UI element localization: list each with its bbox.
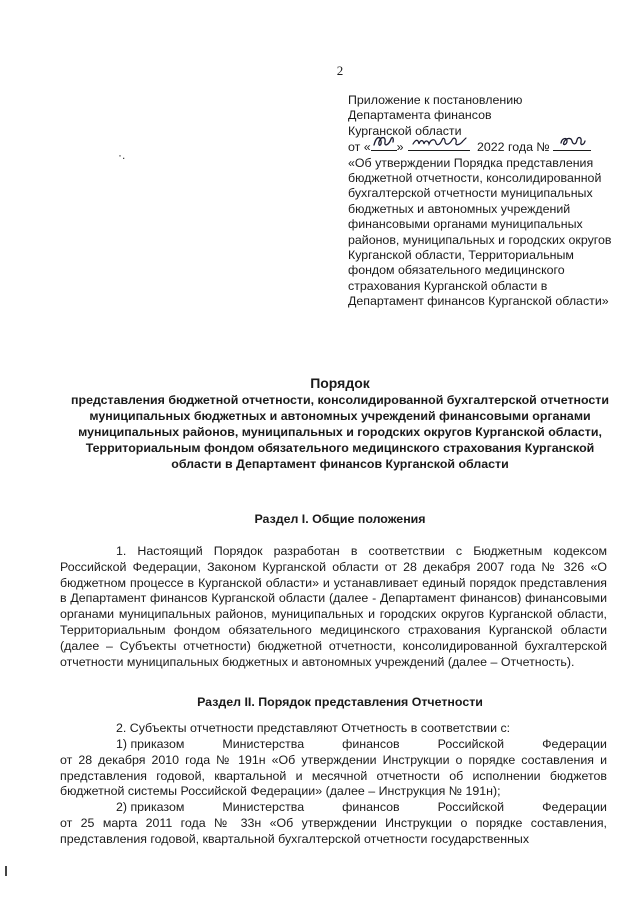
number-blank: [553, 139, 591, 151]
section-2-paragraph: 2. Субъекты отчетности представляют Отчетность в соответствии с:: [116, 721, 511, 735]
list-item: [60, 800, 607, 847]
appendix-line: Департамента финансов: [348, 108, 492, 123]
list-item-word: Министерства: [222, 737, 305, 751]
list-item-body: от 28 декабря 2010 года № 191н «Об утверждении Инструкции о порядке составления и представления годовой, квартальной и месячной отчетности об исполнении бюджетов бюджетной системы Российской Федерации» (далее – Инструкция № 191н);: [60, 752, 607, 799]
date-prefix: от «: [348, 140, 371, 155]
list-item-word: Российской: [437, 800, 505, 814]
list-item-head: [60, 737, 607, 753]
list-item-word: Российской: [437, 737, 505, 751]
list-item-word: Федерации: [542, 737, 607, 751]
appendix-line: Приложение к постановлению: [348, 93, 523, 107]
year-text: 2022 года №: [477, 140, 550, 155]
scan-edge-mark: [5, 866, 7, 876]
list-item-word: 1) приказом: [116, 737, 185, 751]
date-quote-close: »: [396, 140, 404, 155]
stray-mark: ·.: [118, 148, 126, 162]
list-item-body: от 25 марта 2011 года № 33н «Об утверждении Инструкции о порядке составления, представления годовой, квартальной бухгалтерской отчетности государственных: [60, 815, 607, 846]
section-2-heading: Раздел II. Порядок представления Отчетности: [197, 695, 483, 709]
section-1-paragraph: 1. Настоящий Порядок разработан в соответствии с Бюджетным кодексом Российской Федерации, Законом Курганской области от 28 декабря 2007 года № 326 «О бюджетном процессе в Курганской области» и устанавливает единый порядок представления в Департамент финансов Курганской области (далее - Департамент финансов) финансовыми органами муниципальных районов, муниципальных и городских округов Курганской области, Территориальным фондом обязательного медицинского страхования Курганской области (далее – Субъекты отчетности) бюджетной отчетности, консолидированной бухгалтерской отчетности муниципальных бюджетных и автономных учреждений (далее – Отчетность).: [60, 544, 607, 669]
document-subtitle: представления бюджетной отчетности, консолидированной бухгалтерской отчетности муниципальных бюджетных и автономных учреждений финансовыми органами муниципальных районов, муниципальных и городских округов Курганской области, Территориальным фондом обязательного медицинского страхования Курганской области в Департамент финансов Курганской области: [71, 393, 609, 471]
handwritten-day-signature: [371, 133, 397, 149]
date-line: [348, 139, 618, 155]
list-item-head: [60, 800, 607, 816]
appendix-block: [348, 93, 618, 310]
list-item-word: Федерации: [542, 800, 607, 814]
handwritten-number-signature: [553, 133, 591, 149]
day-blank: [371, 139, 397, 151]
section-1-heading: Раздел I. Общие положения: [254, 512, 426, 526]
appendix-line: Курганской области: [348, 123, 462, 138]
list-item-word: финансов: [342, 737, 400, 751]
list-item-word: 2) приказом: [116, 800, 185, 814]
list-item-word: финансов: [342, 800, 400, 814]
title-block: [60, 375, 620, 472]
document-title: Порядок: [310, 375, 370, 391]
list-item: [60, 737, 607, 800]
month-blank: [408, 139, 470, 151]
page-number: 2: [336, 63, 344, 78]
list-item-word: Министерства: [222, 800, 305, 814]
appendix-quote: «Об утверждении Порядка представления бюджетной отчетности, консолидированной бухгалтерской отчетности муниципальных бюджетных и автономных учреждений финансовыми органами муниципальных районов, муниципальных и городских округов Курганской области, Территориальным фондом обязательного медицинского страхования Курганской области в Департамент финансов Курганской области»: [348, 155, 612, 309]
handwritten-month-signature: [408, 133, 470, 149]
